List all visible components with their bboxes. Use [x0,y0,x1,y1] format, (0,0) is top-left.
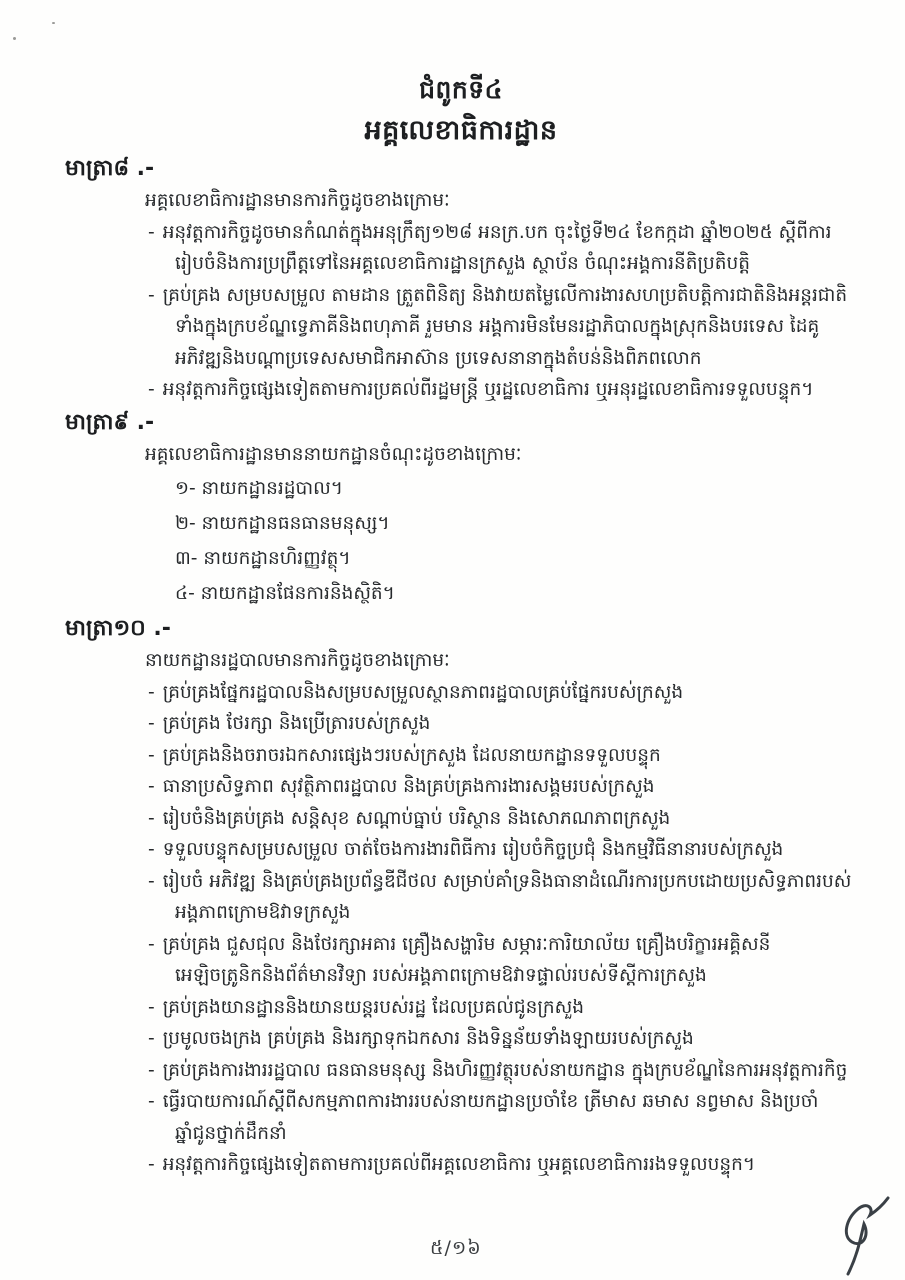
bullet-item: - គ្រប់គ្រងផ្នែករដ្ឋបាលនិងសម្របសម្រួលស្ថានភាពរដ្ឋបាលគ្រប់ផ្នែករបស់ក្រសួង [148,681,684,703]
bullet-dash: - [148,1059,155,1081]
bullet-dash: - [148,221,155,243]
article [65,612,857,1181]
numbered-item: ១- នាយកដ្ឋានរដ្ឋបាល។ [175,478,343,499]
bullet-dash: - [148,776,155,797]
scan-speck [13,37,16,40]
bullet-item: - គ្រប់គ្រង ថែរក្សា និងប្រើត្រារបស់ក្រសួង [148,713,431,734]
bullet-dash: - [148,713,155,734]
article-intro: អគ្គលេខាធិការដ្ឋានមានការកិច្ចដូចខាងក្រោមៈ [145,190,450,211]
bullet-item: - អនុវត្តការកិច្ចផ្សេងទៀតតាមការប្រគល់ពីរដ្ឋមន្ត្រី ឬរដ្ឋលេខាធិការ ឬអនុរដ្ឋលេខាធិការទទួលបន្ទុក។ [148,379,814,400]
bullet-dash: - [148,996,155,1018]
article-intro: នាយកដ្ឋានរដ្ឋបាលមានការកិច្ចដូចខាងក្រោមៈ [145,650,450,671]
bullet-item: - គ្រប់គ្រងយានដ្ឋាននិងយានយន្តរបស់រដ្ឋ ដែលប្រគល់ជូនក្រសួង [148,996,585,1018]
bullet-item: - គ្រប់គ្រងនិងចរាចរឯកសារផ្សេងៗរបស់ក្រសួង ដែលនាយកដ្ឋានទទួលបន្ទុក [148,744,661,766]
chapter-title: ជំពូកទី៤ [419,75,503,104]
article-heading: មាត្រា៩ .- [65,409,155,435]
scan-speck [52,22,55,24]
article-heading: មាត្រា៨ .- [65,156,155,181]
bullet-dash: - [148,1091,155,1112]
bullet-dash: - [148,1154,155,1175]
numbered-item: ២- នាយកដ្ឋានធនធានមនុស្ស។ [175,513,390,534]
numbered-item: ៤- នាយកដ្ឋានផែនការនិងស្ថិតិ។ [175,583,395,604]
bullet-dash: - [148,681,155,703]
bullet-item: - ទទួលបន្ទុកសម្របសម្រួល ចាត់ចែងការងារពិធីការ រៀបចំកិច្ចប្រជុំ និងកម្មវិធីនានារបស់ក្រសួង [148,839,784,860]
article [65,152,857,406]
numbered-item: ៣- នាយកដ្ឋានហិរញ្ញវត្ថុ។ [175,548,351,569]
article [65,406,857,611]
chapter-subtitle: អគ្គលេខាធិការដ្ឋាន [364,115,558,146]
bullet-item: - គ្រប់គ្រង សម្របសម្រួល តាមដាន ត្រួតពិនិត្យ និងវាយតម្លៃលើការងារសហប្រតិបត្តិការជាតិនិងអន្តរជាតិ ទាំងក្នុងក្របខ័ណ្ឌទ្វេភាគីនិងពហុភាគី រួមមាន អង្គការមិនមែនរដ្ឋាភិបាលក្នុងស្រុកនិងបរទេស ដៃគូអភិវឌ្ឍនិងបណ្តាប្រទេសសមាជិកអាស៊ាន ប្រទេសនានាក្នុងតំបន់និងពិភពលោក [148,284,848,369]
bullet-dash: - [148,807,155,829]
page-number: ៥/១៦ [430,1237,482,1259]
bullet-dash: - [148,870,155,892]
bullet-item: - រៀបចំ អភិវឌ្ឍ និងគ្រប់គ្រងប្រព័ន្ធឌីជីថល សម្រាប់គាំទ្រនិងធានាដំណើរការប្រកបដោយប្រសិទ្ធភាពរបស់អង្គភាពក្រោមឱវាទក្រសួង [148,870,852,923]
article-heading: មាត្រា១០ .- [65,616,171,641]
bullet-item: - គ្រប់គ្រងការងាររដ្ឋបាល ធនធានមនុស្ស និងហិរញ្ញវត្ថុរបស់នាយកដ្ឋាន ក្នុងក្របខ័ណ្ឌនៃការអនុវត្តការកិច្ច [148,1059,848,1081]
bullet-item: - អនុវត្តការកិច្ចផ្សេងទៀតតាមការប្រគល់ពីអគ្គលេខាធិការ ឬអគ្គលេខាធិការរងទទួលបន្ទុក។ [148,1154,756,1175]
document-title [65,70,857,152]
document-content [65,70,857,1181]
bullet-item: - ប្រមូលចងក្រង គ្រប់គ្រង និងរក្សាទុកឯកសារ និងទិន្នន័យទាំងឡាយរបស់ក្រសួង [148,1028,694,1049]
handwritten-signature-mark [818,1192,898,1278]
bullet-dash: - [148,1028,155,1049]
bullet-dash: - [148,933,155,955]
bullet-item: - រៀបចំនិងគ្រប់គ្រង សន្តិសុខ សណ្តាប់ធ្នាប់ បរិស្ថាន និងសោភណភាពក្រសួង [148,807,671,829]
article-intro: អគ្គលេខាធិការដ្ឋានមាននាយកដ្ឋានចំណុះដូចខាងក្រោមៈ [145,443,522,465]
bullet-item: - គ្រប់គ្រង ជួសជុល និងថែរក្សាអគារ គ្រឿងសង្ហារិម សម្ភារៈការិយាល័យ គ្រឿងបរិក្ខារអគ្គិសនី អេឡិចត្រូនិកនិងព័ត៌មានវិទ្យា របស់អង្គភាពក្រោមឱវាទផ្ទាល់របស់ទីស្តីការក្រសួង [148,933,771,986]
bullet-dash: - [148,839,155,860]
bullet-item: - ធ្វើរបាយការណ៍ស្តីពីសកម្មភាពការងាររបស់នាយកដ្ឋានប្រចាំខែ ត្រីមាស ឆមាស នព្វមាស និងប្រចាំឆ្នាំជូនថ្នាក់ដឹកនាំ [148,1091,819,1144]
bullet-item: - អនុវត្តការកិច្ចដូចមានកំណត់ក្នុងអនុក្រឹត្យ១២៨ អនក្រ.បក ចុះថ្ងៃទី២៤ ខែកក្កដា ឆ្នាំ២០២៥ ស្តីពីការរៀបចំនិងការប្រព្រឹត្តទៅនៃអគ្គលេខាធិការដ្ឋានក្រសួង ស្ថាប័ន ចំណុះអង្គការនីតិប្រតិបត្តិ [148,221,832,274]
bullet-item: - ធានាប្រសិទ្ធភាព សុវត្ថិភាពរដ្ឋបាល និងគ្រប់គ្រងការងារសង្គមរបស់ក្រសួង [148,776,655,797]
bullet-dash: - [148,284,155,306]
bullet-dash: - [148,744,155,766]
articles-container [65,152,857,1181]
bullet-dash: - [148,379,155,400]
